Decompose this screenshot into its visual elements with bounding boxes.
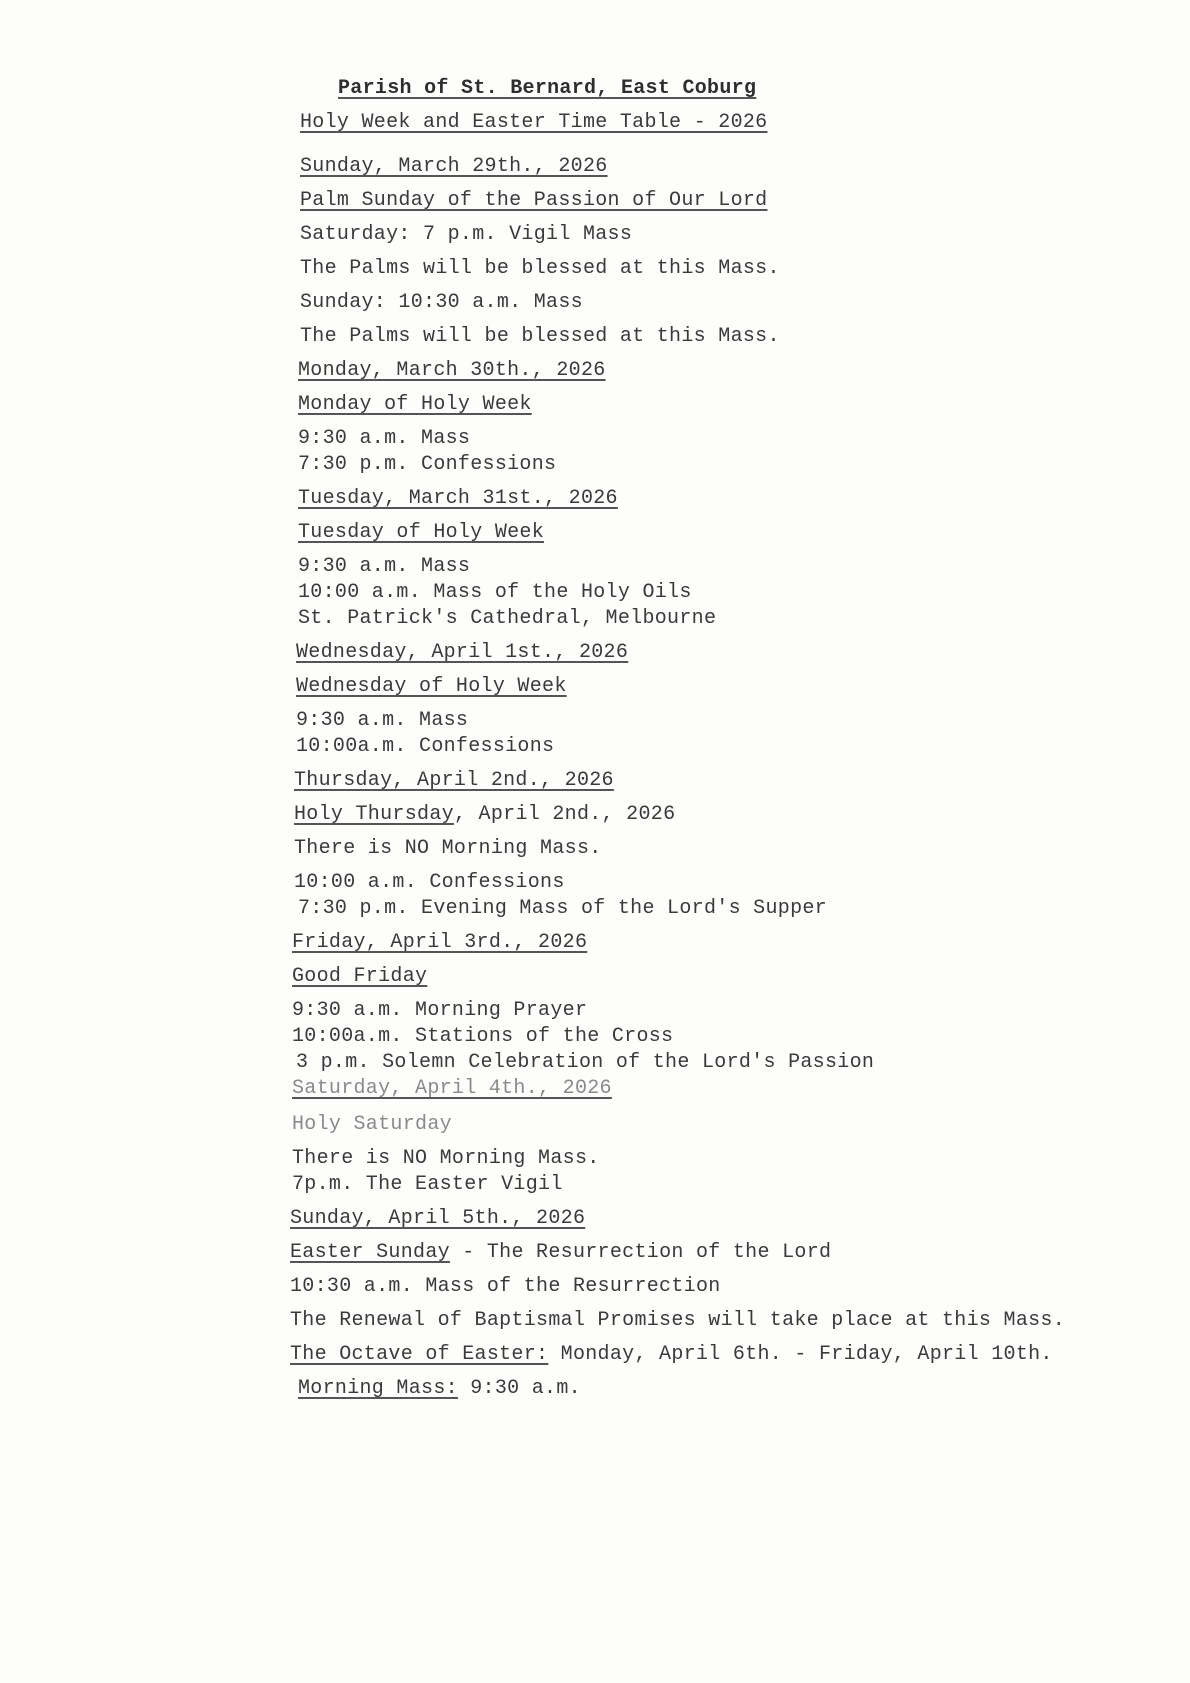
easter-line: The Renewal of Baptismal Promises will take place at this Mass. [290,1309,1066,1332]
tuesday-name: Tuesday of Holy Week [298,521,545,544]
tuesday-line: St. Patrick's Cathedral, Melbourne [298,607,717,630]
palm-sunday-date: Sunday, March 29th., 2026 [300,155,608,178]
timetable-document [290,76,1170,1402]
saturday-name: Holy Saturday [292,1113,452,1136]
thursday-name: Holy Thursday [294,803,454,826]
thursday-line: 10:00 a.m. Confessions [294,871,565,894]
saturday-date: Saturday, April 4th., 2026 [292,1077,612,1100]
monday-name: Monday of Holy Week [298,393,532,416]
friday-date: Friday, April 3rd., 2026 [292,931,588,954]
easter-name: Easter Sunday [290,1241,450,1264]
wednesday-date: Wednesday, April 1st., 2026 [296,641,629,664]
thursday-name-rest: , April 2nd., 2026 [453,803,676,826]
friday-line: 9:30 a.m. Morning Prayer [292,999,588,1022]
monday-date: Monday, March 30th., 2026 [298,359,606,382]
monday-line: 9:30 a.m. Mass [298,427,471,450]
timetable-subtitle: Holy Week and Easter Time Table - 2026 [300,111,768,134]
easter-name-rest: - The Resurrection of the Lord [449,1241,832,1264]
octave-label: The Octave of Easter: [290,1343,549,1366]
octave-rest: Monday, April 6th. - Friday, April 10th. [548,1343,1053,1366]
tuesday-line: 10:00 a.m. Mass of the Holy Oils [298,581,692,604]
morning-mass-label: Morning Mass: [298,1377,458,1400]
wednesday-line: 9:30 a.m. Mass [296,709,469,732]
easter-date: Sunday, April 5th., 2026 [290,1207,586,1230]
palm-sunday-line: Saturday: 7 p.m. Vigil Mass [300,223,633,246]
monday-line: 7:30 p.m. Confessions [298,453,557,476]
morning-mass-line [298,1376,1158,1402]
parish-title: Parish of St. Bernard, East Coburg [338,77,757,100]
tuesday-date: Tuesday, March 31st., 2026 [298,487,618,510]
friday-name: Good Friday [292,965,428,988]
tuesday-line: 9:30 a.m. Mass [298,555,471,578]
palm-sunday-name: Palm Sunday of the Passion of Our Lord [300,189,768,212]
thursday-name-line [294,802,1154,828]
saturday-line: 7p.m. The Easter Vigil [292,1173,563,1196]
morning-mass-rest: 9:30 a.m. [457,1377,581,1400]
friday-line: 10:00a.m. Stations of the Cross [292,1025,674,1048]
friday-line: 3 p.m. Solemn Celebration of the Lord's Passion [296,1051,875,1074]
wednesday-name: Wednesday of Holy Week [296,675,567,698]
palm-sunday-line: The Palms will be blessed at this Mass. [300,257,780,280]
thursday-line: There is NO Morning Mass. [294,837,602,860]
octave-line [290,1342,1150,1368]
easter-line: 10:30 a.m. Mass of the Resurrection [290,1275,721,1298]
wednesday-line: 10:00a.m. Confessions [296,735,555,758]
palm-sunday-line: The Palms will be blessed at this Mass. [300,325,780,348]
palm-sunday-line: Sunday: 10:30 a.m. Mass [300,291,583,314]
saturday-line: There is NO Morning Mass. [292,1147,600,1170]
thursday-date: Thursday, April 2nd., 2026 [294,769,614,792]
thursday-line: 7:30 p.m. Evening Mass of the Lord's Supper [298,897,827,920]
easter-name-line [290,1240,1150,1266]
